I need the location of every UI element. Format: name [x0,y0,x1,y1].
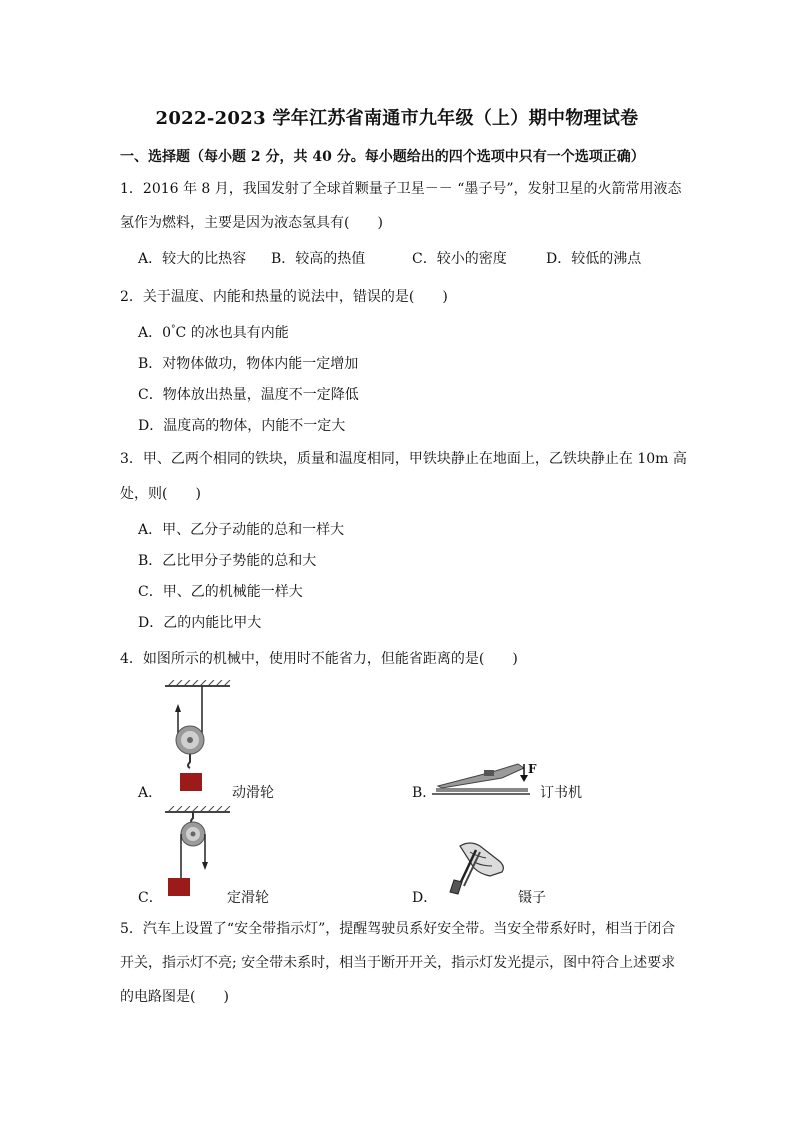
section-heading: 一、选择题（每小题 2 分，共 40 分。每小题给出的四个选项中只有一个选项正确） [120,149,645,165]
question-2-option-a-prefix: A．0 [138,325,172,341]
stapler-icon [432,756,542,798]
question-3-line-1: 3．甲、乙两个相同的铁块，质量和温度相同，甲铁块静止在地面上，乙铁块静止在 10m 高 [120,451,687,467]
question-4-option-d-letter[interactable]: D． [412,890,438,906]
question-3-line-2: 处，则( ) [120,486,201,502]
question-1-line-1: 1．2016 年 8 月，我国发射了全球首颗量子卫星－－ “墨子号”，发射卫星的火箭常用液态 [120,181,682,197]
question-4-option-b-label: 订书机 [540,785,582,801]
question-4-option-a-letter[interactable]: A． [138,785,163,801]
question-1-line-2: 氢作为燃料，主要是因为液态氢具有( ) [120,215,383,231]
question-4-option-c-label: 定滑轮 [227,890,269,906]
question-2-option-a[interactable] [138,322,289,342]
question-2-option-c[interactable]: C．物体放出热量，温度不一定降低 [138,387,359,403]
force-label: F [528,762,537,776]
question-1-option-b[interactable]: B．较高的热值 [271,251,366,267]
question-3-option-c[interactable]: C．甲、乙的机械能一样大 [138,584,303,600]
question-5-line-2: 开关，指示灯不亮; 安全带未系时，相当于断开开关，指示灯发光提示，图中符合上述要求 [120,955,676,971]
question-3-option-d[interactable]: D．乙的内能比甲大 [138,615,262,631]
question-2-option-d[interactable]: D．温度高的物体，内能不一定大 [138,418,346,434]
question-4-option-d-label: 镊子 [518,890,546,906]
question-3-option-a[interactable]: A．甲、乙分子动能的总和一样大 [138,522,345,538]
tweezers-icon [440,838,520,902]
question-4-option-a-label: 动滑轮 [232,785,274,801]
question-2-option-b[interactable]: B．对物体做功，物体内能一定增加 [138,356,359,372]
question-2-stem: 2．关于温度、内能和热量的说法中，错误的是( ) [120,289,448,305]
question-5-line-3: 的电路图是( ) [120,989,229,1005]
question-3-option-b[interactable]: B．乙比甲分子势能的总和大 [138,553,317,569]
fixed-pulley-icon [160,806,235,898]
question-1-option-d[interactable]: D．较低的沸点 [546,251,642,267]
question-4-option-b-letter[interactable]: B． [412,785,437,801]
question-5-line-1: 5．汽车上设置了“安全带指示灯”，提醒驾驶员系好安全带。当安全带系好时，相当于闭合 [120,921,676,937]
question-4-stem: 4．如图所示的机械中，使用时不能省力，但能省距离的是( ) [120,651,518,667]
movable-pulley-icon [160,680,235,798]
question-4-option-c-letter[interactable]: C． [138,890,163,906]
question-1-option-c[interactable]: C．较小的密度 [412,251,507,267]
question-2-option-a-suffix: C 的冰也具有内能 [175,325,289,341]
question-1-option-a[interactable]: A．较大的比热容 [138,251,247,267]
page-title: 2022-2023 学年江苏省南通市九年级（上）期中物理试卷 [155,108,639,129]
degree-sign: ° [171,324,176,335]
